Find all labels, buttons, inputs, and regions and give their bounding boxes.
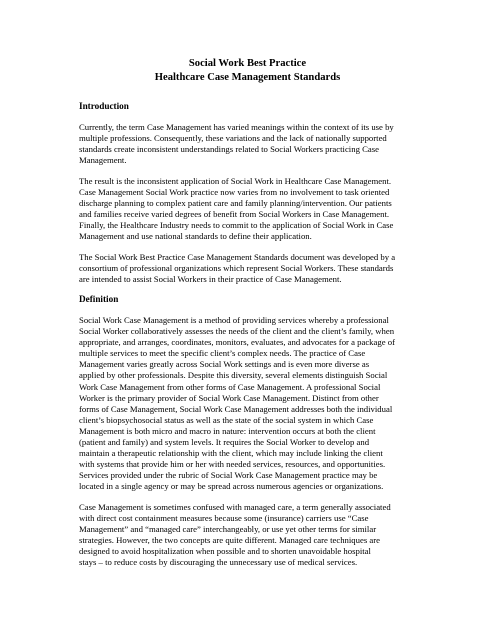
title-line-1: Social Work Best Practice bbox=[188, 58, 307, 69]
text-line: standards create inconsistent understandings related to Social Workers practicing Case bbox=[79, 144, 379, 155]
text-line: The result is the inconsistent application of Social Work in Healthcare Case Management. bbox=[79, 176, 392, 186]
introduction-paragraph-3 bbox=[79, 252, 419, 285]
text-line: Services provided under the rubric of Social Work Case Management practice may be bbox=[79, 470, 378, 481]
text-line: designed to avoid hospitalization when possible and to shorten unavoidable hospital bbox=[79, 546, 371, 557]
text-line: appropriate, and arranges, coordinates, monitors, evaluates, and advocates for a package of bbox=[79, 337, 395, 348]
text-line: Finally, the Healthcare Industry needs to commit to the application of Social Work in Case bbox=[79, 220, 394, 231]
text-line: Case Management Social Work practice now varies from no involvement to task oriented bbox=[79, 187, 390, 198]
text-line: client’s biopsychosocial status as well as the state of the social system in which Case bbox=[79, 414, 374, 425]
text-line: Management” and “managed care” interchangeably, or use yet other terms for similar bbox=[79, 524, 377, 535]
text-line: with systems that provide him or her with needed services, resources, and opportunities. bbox=[79, 459, 386, 470]
text-line: Worker is the primary provider of Social Work Case Management. Distinct from other bbox=[79, 392, 379, 403]
text-line: Management varies greatly across Social Work settings and is even more diverse as bbox=[79, 359, 370, 370]
text-line: multiple professions. Consequently, these variations and the lack of nationally supported bbox=[79, 133, 387, 144]
text-line: multiple services to meet the specific client’s complex needs. The practice of Case bbox=[79, 348, 366, 359]
introduction-heading: Introduction bbox=[79, 101, 129, 111]
text-line: forms of Case Management, Social Work Case Management addresses both the individual bbox=[79, 403, 393, 414]
text-line: consortium of professional organizations which represent Social Workers. These standards bbox=[79, 263, 394, 274]
introduction-paragraph-2 bbox=[79, 176, 419, 243]
text-line: maintain a therapeutic relationship with the client, which may include linking the client bbox=[79, 448, 383, 459]
text-line: applied by other professionals. Despite this diversity, several elements distinguish Social bbox=[79, 370, 388, 381]
text-line: strategies. However, the two concepts are quite different. Managed care techniques are bbox=[79, 535, 381, 546]
text-line: Management. bbox=[79, 155, 127, 166]
text-line: Social Worker collaboratively assesses the needs of the client and the client’s family, when bbox=[79, 326, 395, 337]
text-line: and families receive varied degrees of benefit from Social Workers in Case Management. bbox=[79, 209, 390, 220]
text-line: Case Management is sometimes confused with managed care, a term generally associated bbox=[79, 502, 391, 512]
introduction-paragraph-1 bbox=[79, 122, 419, 166]
text-line: Management is both micro and macro in nature: intervention occurs at both the client bbox=[79, 425, 376, 436]
text-line: located in a single agency or may be spread across numerous agencies or organizations. bbox=[79, 481, 384, 492]
text-line: Social Work Case Management is a method of providing services whereby a professional bbox=[79, 315, 389, 325]
text-line: are intended to assist Social Workers in their practice of Case Management. bbox=[79, 274, 342, 285]
text-line: Management and use national standards to define their application. bbox=[79, 231, 312, 242]
text-line: The Social Work Best Practice Case Management Standards document was developed by a bbox=[79, 252, 396, 262]
text-line: discharge planning to complex patient care and family planning/intervention. Our patients bbox=[79, 198, 392, 209]
document-title bbox=[0, 57, 495, 85]
definition-paragraph-2 bbox=[79, 502, 419, 569]
definition-heading: Definition bbox=[79, 294, 119, 304]
text-line: stays – to reduce costs by discouraging the unnecessary use of medical services. bbox=[79, 557, 358, 568]
definition-paragraph-1 bbox=[79, 315, 419, 493]
text-line: (patient and family) and system levels. It requires the Social Worker to develop and bbox=[79, 437, 370, 448]
text-line: Currently, the term Case Management has varied meanings within the context of its use by bbox=[79, 122, 394, 132]
title-line-2: Healthcare Case Management Standards bbox=[154, 72, 341, 83]
text-line: with direct cost containment measures because some (insurance) carriers use “Case bbox=[79, 513, 369, 524]
text-line: Work Case Management from other forms of Case Management. A professional Social bbox=[79, 381, 381, 392]
